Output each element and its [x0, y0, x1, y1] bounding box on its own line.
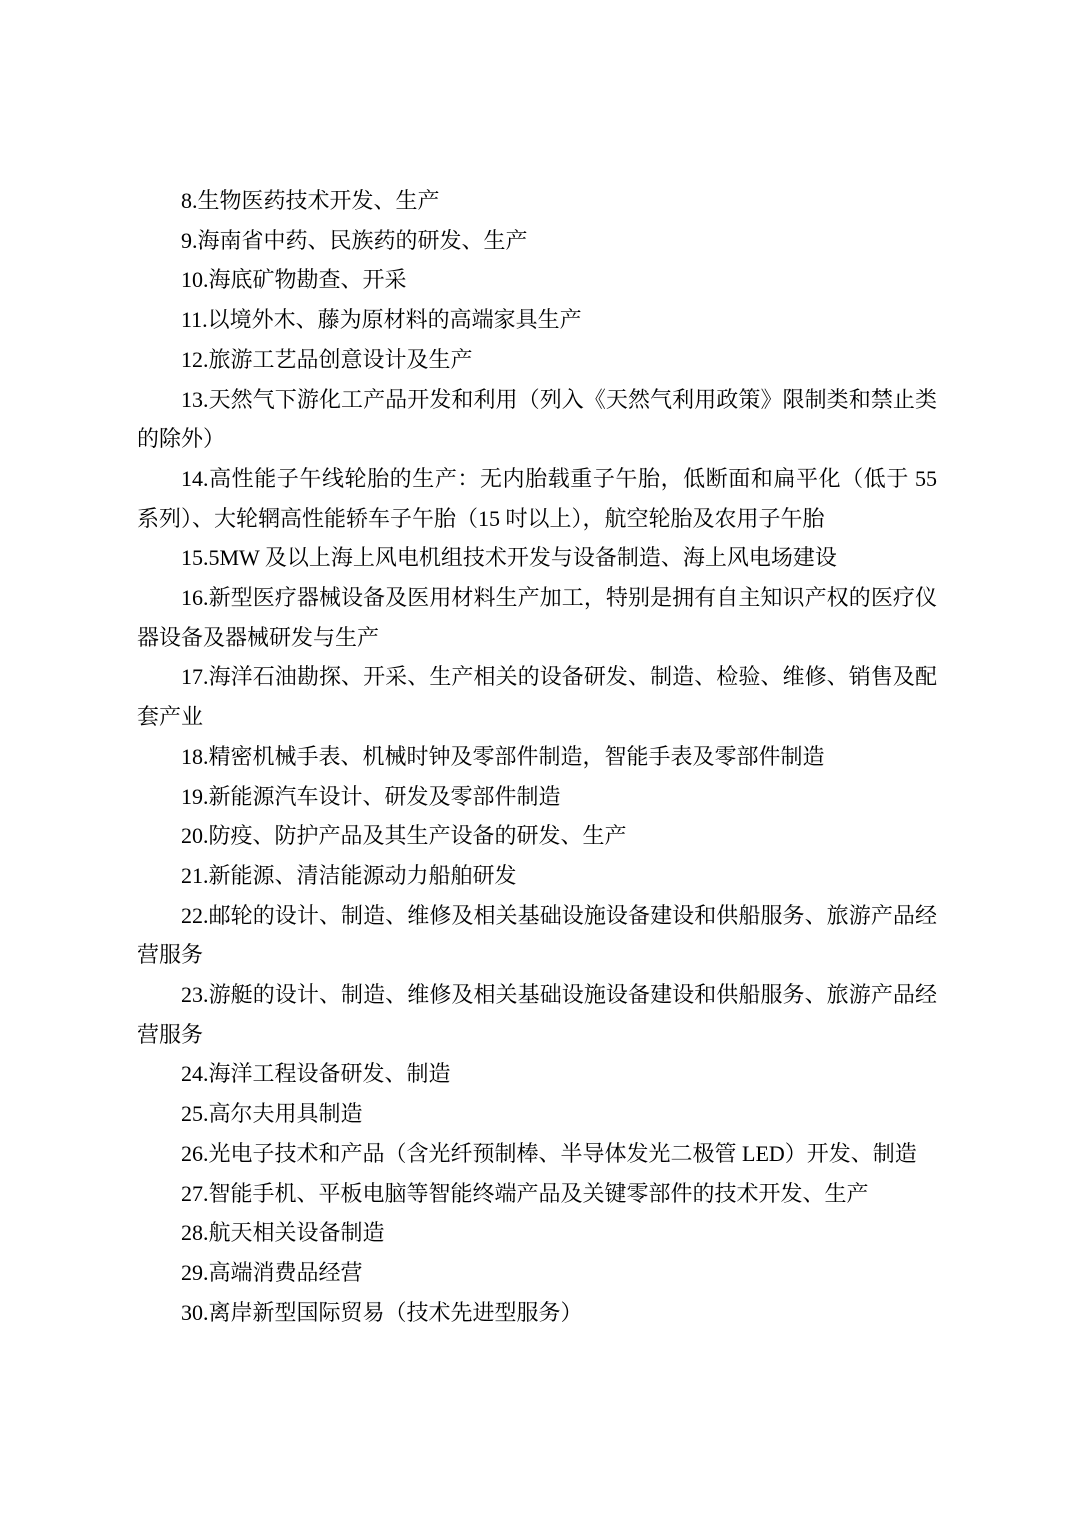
list-item-17: 17.海洋石油勘探、开采、生产相关的设备研发、制造、检验、维修、销售及配套产业 [137, 664, 937, 730]
list-item-16: 16.新型医疗器械设备及医用材料生产加工，特别是拥有自主知识产权的医疗仪器设备及器械研发与生产 [137, 585, 937, 650]
list-item-26: 26.光电子技术和产品（含光纤预制棒、半导体发光二极管 LED）开发、制造 [181, 1140, 917, 1166]
list-item-9: 9.海南省中药、民族药的研发、生产 [181, 227, 528, 253]
document-body [137, 181, 937, 1332]
list-item-21: 21.新能源、清洁能源动力船舶研发 [181, 862, 517, 888]
list-item-14: 14.高性能子午线轮胎的生产：无内胎载重子午胎，低断面和扁平化（低于 55 系列）、大轮辋高性能轿车子午胎（15 吋以上），航空轮胎及农用子午胎 [137, 465, 937, 531]
list-item-24: 24.海洋工程设备研发、制造 [181, 1061, 451, 1087]
list-item-28: 28.航天相关设备制造 [181, 1220, 385, 1246]
list-item-19: 19.新能源汽车设计、研发及零部件制造 [181, 783, 561, 809]
list-item-13: 13.天然气下游化工产品开发和利用（列入《天然气利用政策》限制类和禁止类的除外） [137, 386, 937, 452]
list-item-12: 12.旅游工艺品创意设计及生产 [181, 346, 473, 372]
list-item-8: 8.生物医药技术开发、生产 [181, 188, 440, 213]
list-item-10: 10.海底矿物勘查、开采 [181, 267, 407, 293]
list-item-15: 15.5MW 及以上海上风电机组技术开发与设备制造、海上风电场建设 [181, 545, 837, 571]
list-item-25: 25.高尔夫用具制造 [181, 1101, 363, 1127]
list-item-30: 30.离岸新型国际贸易（技术先进型服务） [181, 1299, 583, 1325]
list-item-20: 20.防疫、防护产品及其生产设备的研发、生产 [181, 823, 627, 849]
list-item-22: 22.邮轮的设计、制造、维修及相关基础设施设备建设和供船服务、旅游产品经营服务 [137, 902, 937, 968]
list-item-11: 11.以境外木、藤为原材料的高端家具生产 [181, 307, 582, 333]
list-item-18: 18.精密机械手表、机械时钟及零部件制造，智能手表及零部件制造 [181, 743, 825, 769]
list-item-27: 27.智能手机、平板电脑等智能终端产品及关键零部件的技术开发、生产 [181, 1180, 869, 1206]
list-item-23: 23.游艇的设计、制造、维修及相关基础设施设备建设和供船服务、旅游产品经营服务 [137, 982, 937, 1047]
list-item-29: 29.高端消费品经营 [181, 1259, 363, 1285]
